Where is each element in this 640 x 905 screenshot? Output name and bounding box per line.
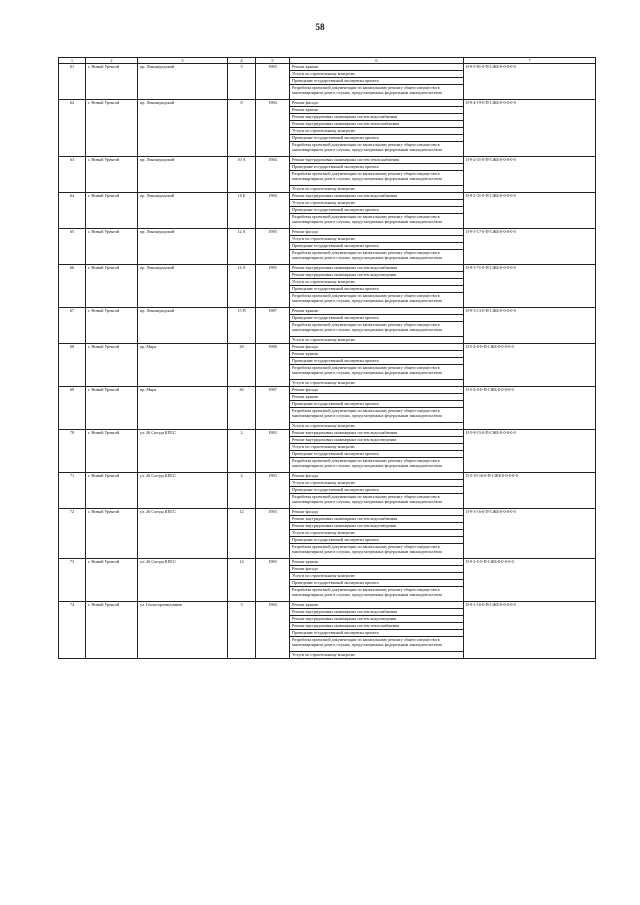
works-item-text: Проведение государственной экспертизы проекта — [290, 164, 463, 171]
city-cell: г. Новый Уренгой — [86, 229, 138, 265]
works-item-text: Проведение государственной экспертизы проекта — [290, 207, 463, 214]
works-item-text: Ремонт внутридомовых инженерных систем водоснабжения — [290, 265, 463, 272]
code-cell: II-9-2-5-0-П-СЖБ-0-0-0-0-0 — [464, 559, 596, 602]
header-cell: 6 — [290, 58, 464, 64]
works-item-text: Разработка проектной документации по капитальному ремонту общего имущества в многоквартирном доме в случаях, предусмотренных федеральным законодательством — [290, 365, 463, 380]
table-row — [59, 193, 596, 229]
works-cell — [290, 387, 464, 430]
works-item-text: Ремонт фасада — [290, 344, 463, 351]
code-cell: II-9-3-81-0-П-СЖБ-0-0-0-0-0 — [464, 64, 596, 100]
table-row — [59, 308, 596, 344]
code-cell: II-9-5-17-0-П-СЖБ-0-0-0-0-0 — [464, 229, 596, 265]
city-cell: г. Новый Уренгой — [86, 64, 138, 100]
street-cell: ул. 26 Съезда КПСС — [138, 473, 228, 509]
works-item — [290, 544, 463, 559]
building-cell: 28 — [228, 344, 256, 387]
works-item-text: Ремонт внутридомовых инженерных систем теплоснабжения — [290, 121, 463, 128]
works-item-text: Ремонт внутридомовых инженерных систем водоотведения — [290, 437, 463, 444]
city-cell: г. Новый Уренгой — [86, 265, 138, 308]
works-item-text: Ремонт фасада — [290, 387, 463, 394]
works-item — [290, 171, 463, 186]
works-cell — [290, 344, 464, 387]
works-item-text: Проведение государственной экспертизы проекта — [290, 451, 463, 458]
works-item — [290, 293, 463, 308]
works-cell — [290, 559, 464, 602]
works-item — [290, 128, 463, 135]
row-number: 66 — [59, 265, 86, 308]
works-item-text: Услуги по строительному контролю — [292, 337, 355, 343]
works-item-text: Проведение государственной экспертизы проекта — [290, 401, 463, 408]
year-cell: 1983 — [256, 559, 290, 602]
row-number: 61 — [59, 64, 86, 100]
works-item — [290, 78, 463, 85]
works-item-text: Ремонт крыши — [290, 107, 463, 114]
works-item-text: Ремонт крыши — [290, 308, 463, 315]
city-cell: г. Новый Уренгой — [86, 100, 138, 157]
works-item — [290, 408, 463, 423]
works-item-text: Ремонт фасада — [290, 100, 463, 107]
works-list — [290, 193, 463, 228]
works-cell — [290, 229, 464, 265]
code-cell: II-9-1-16-0-П-СЖБ-0-0-0-0-0 — [464, 602, 596, 659]
works-item-text: Ремонт крыши — [290, 559, 463, 566]
works-item — [290, 207, 463, 214]
works-item-text: Разработка проектной документации по капитальному ремонту общего имущества в многоквартирном доме в случаях, предусмотренных федеральным законодательством — [292, 494, 443, 505]
works-item-text: Услуги по строительному контролю — [290, 480, 463, 487]
code-cell: II-5-10-16-0-П-СЖБ-0-0-0-0-0 — [464, 473, 596, 509]
repair-program-table — [58, 57, 596, 659]
table-row — [59, 265, 596, 308]
works-item-text: Проведение государственной экспертизы проекта — [290, 135, 463, 142]
works-item — [290, 358, 463, 365]
works-item-text: Услуги по строительному контролю — [290, 279, 463, 286]
works-cell — [290, 265, 464, 308]
works-item — [290, 394, 463, 401]
works-item-text: Услуги по строительному контролю — [290, 444, 463, 451]
works-item-text: Услуги по строительному контролю — [290, 200, 463, 207]
year-cell: 1987 — [256, 308, 290, 344]
works-cell — [290, 509, 464, 559]
code-cell: II-9-2-31-0-П-СЖБ-0-0-0-0-0 — [464, 193, 596, 229]
city-cell: г. Новый Уренгой — [86, 509, 138, 559]
building-cell: 3 — [228, 602, 256, 659]
city-cell: г. Новый Уренгой — [86, 473, 138, 509]
year-cell: 1988 — [256, 344, 290, 387]
header-cell: 3 — [138, 58, 228, 64]
works-list — [290, 100, 463, 156]
works-item — [290, 380, 463, 387]
works-item — [290, 315, 463, 322]
works-item — [290, 587, 463, 602]
works-item-text: Проведение государственной экспертизы проекта — [290, 630, 463, 637]
works-item — [290, 272, 463, 279]
works-item — [290, 480, 463, 487]
works-list — [290, 64, 463, 99]
works-item — [290, 337, 463, 344]
code-cell: II-9-3-13-0-П-СЖБ-0-0-0-0-0 — [464, 308, 596, 344]
works-item — [290, 214, 463, 229]
works-item-text: Ремонт крыши — [290, 64, 463, 71]
works-item — [290, 71, 463, 78]
works-item-text: Разработка проектной документации по капитальному ремонту общего имущества в многоквартирном доме в случаях, предусмотренных федеральным законодательством — [290, 322, 463, 337]
table-row — [59, 100, 596, 157]
street-cell: пр. Ленинградский — [138, 64, 228, 100]
works-item-text: Услуги по строительному контролю — [290, 530, 463, 537]
city-cell: г. Новый Уренгой — [86, 559, 138, 602]
works-item — [290, 351, 463, 358]
street-cell: ул. Геологоразведчиков — [138, 602, 228, 659]
row-number: 70 — [59, 430, 86, 473]
code-cell: II-9-3-16-0-П-СЖБ-0-0-0-0-0 — [464, 509, 596, 559]
works-list — [290, 430, 463, 472]
works-item — [290, 451, 463, 458]
works-item-text: Ремонт фасада — [290, 566, 463, 573]
works-item-text: Разработка проектной документации по капитальному ремонту общего имущества в многоквартирном доме в случаях, предусмотренных федеральным законодательством — [292, 587, 443, 598]
code-cell: II-5-4-0-0-П-СЖБ-0-0-0-0-0 — [464, 344, 596, 387]
street-cell: ул. 26 Съезда КПСС — [138, 430, 228, 473]
works-item — [290, 121, 463, 128]
row-number: 71 — [59, 473, 86, 509]
street-cell: пр. Ленинградский — [138, 265, 228, 308]
code-cell: II-9-2-31-0-П-СЖБ-0-0-0-0-0 — [464, 157, 596, 193]
works-list — [290, 473, 463, 508]
works-item — [290, 566, 463, 573]
works-item-text: Услуги по строительному контролю — [290, 128, 463, 135]
building-cell: 4 — [228, 473, 256, 509]
works-list — [290, 229, 463, 264]
works-item-text: Услуги по строительному контролю — [290, 71, 463, 78]
works-item — [290, 609, 463, 616]
works-item — [290, 437, 463, 444]
street-cell: пр. Мира — [138, 344, 228, 387]
works-list — [290, 344, 463, 386]
row-number: 67 — [59, 308, 86, 344]
works-item — [290, 322, 463, 337]
works-item-text: Ремонт внутридомовых инженерных систем водоснабжения — [290, 114, 463, 121]
works-item-text: Ремонт фасада — [290, 509, 463, 516]
works-item-text: Ремонт внутридомовых инженерных систем водоотведения — [290, 523, 463, 530]
works-item — [290, 637, 463, 652]
works-list — [290, 559, 463, 601]
table-row — [59, 229, 596, 265]
works-cell — [290, 64, 464, 100]
works-item-text: Ремонт внутридомовых инженерных систем водоснабжения — [290, 609, 463, 616]
building-cell: 5 — [228, 64, 256, 100]
building-cell: 8 — [228, 100, 256, 157]
works-item — [290, 652, 463, 659]
works-item — [290, 580, 463, 587]
city-cell: г. Новый Уренгой — [86, 430, 138, 473]
works-item — [290, 164, 463, 171]
street-cell: пр. Мира — [138, 387, 228, 430]
works-item-text: Разработка проектной документации по капитальному ремонту общего имущества в многоквартирном доме в случаях, предусмотренных федеральным законодательством — [290, 171, 463, 186]
works-item — [290, 630, 463, 637]
works-item-text: Разработка проектной документации по капитальному ремонту общего имущества в многоквартирном доме в случаях, предусмотренных федеральным законодательством — [292, 142, 443, 153]
city-cell: г. Новый Уренгой — [86, 193, 138, 229]
year-cell: 1983 — [256, 509, 290, 559]
works-cell — [290, 602, 464, 659]
page-number: 58 — [315, 22, 325, 32]
row-number: 69 — [59, 387, 86, 430]
street-cell: пр. Ленинградский — [138, 229, 228, 265]
works-item-text: Ремонт фасада — [290, 473, 463, 480]
works-item — [290, 107, 463, 114]
year-cell: 1987 — [256, 387, 290, 430]
table-row — [59, 344, 596, 387]
works-item-text: Проведение государственной экспертизы проекта — [290, 580, 463, 587]
works-item — [290, 236, 463, 243]
table-row — [59, 602, 596, 659]
works-item-text: Проведение государственной экспертизы проекта — [290, 537, 463, 544]
works-list — [290, 265, 463, 307]
building-cell: 14 — [228, 559, 256, 602]
code-cell: II-5-4-0-0-П-СЖБ-0-0-0-0-0 — [464, 387, 596, 430]
works-list — [290, 308, 463, 343]
table-row — [59, 473, 596, 509]
header-cell: 4 — [228, 58, 256, 64]
year-cell: 1985 — [256, 265, 290, 308]
building-cell: 10 Б — [228, 193, 256, 229]
works-item-text: Проведение государственной экспертизы проекта — [290, 315, 463, 322]
building-cell: 12 — [228, 509, 256, 559]
works-item-text: Услуги по строительному контролю — [292, 186, 355, 192]
works-list — [290, 509, 463, 558]
works-item — [290, 279, 463, 286]
works-item-text: Ремонт крыши — [290, 394, 463, 401]
works-item-text: Проведение государственной экспертизы проекта — [290, 286, 463, 293]
table-row — [59, 559, 596, 602]
works-item-text: Разработка проектной документации по капитальному ремонту общего имущества в многоквартирном доме в случаях, предусмотренных федеральным законодательством — [292, 544, 443, 555]
header-cell: 7 — [464, 58, 596, 64]
works-item — [290, 458, 463, 473]
works-item — [290, 250, 463, 265]
works-item — [290, 142, 463, 157]
works-item-text: Разработка проектной документации по капитальному ремонту общего имущества в многоквартирном доме в случаях, предусмотренных федеральным законодательством — [292, 214, 443, 225]
works-item-text: Услуги по строительному контролю — [290, 573, 463, 580]
works-item-text: Ремонт внутридомовых инженерных систем теплоснабжения — [290, 623, 463, 630]
year-cell: 1984 — [256, 193, 290, 229]
works-item — [290, 530, 463, 537]
works-item — [290, 365, 463, 380]
street-cell: ул. 26 Съезда КПСС — [138, 559, 228, 602]
works-item — [290, 537, 463, 544]
works-item — [290, 523, 463, 530]
table-row — [59, 430, 596, 473]
works-item-text: Ремонт внутридомовых инженерных систем водоотведения — [290, 616, 463, 623]
table-row — [59, 157, 596, 193]
works-item-text: Разработка проектной документации по капитальному ремонту общего имущества в многоквартирном доме в случаях, предусмотренных федеральным законодательством — [292, 250, 443, 261]
works-item — [290, 573, 463, 580]
works-cell — [290, 100, 464, 157]
code-cell: II-5-8-15-0-П-СЖБ-0-0-0-0-0 — [464, 430, 596, 473]
works-item — [290, 85, 463, 100]
building-cell: 12 А — [228, 229, 256, 265]
works-item-text: Разработка проектной документации по капитальному ремонту общего имущества в многоквартирном доме в случаях, предусмотренных федеральным законодательством — [290, 408, 463, 423]
row-number: 74 — [59, 602, 86, 659]
works-item-text: Разработка проектной документации по капитальному ремонту общего имущества в многоквартирном доме в случаях, предусмотренных федеральным законодательством — [292, 458, 443, 469]
works-item — [290, 401, 463, 408]
works-item-text: Проведение государственной экспертизы проекта — [290, 243, 463, 250]
city-cell: г. Новый Уренгой — [86, 157, 138, 193]
row-number: 62 — [59, 100, 86, 157]
table-row — [59, 509, 596, 559]
works-item-text: Проведение государственной экспертизы проекта — [290, 78, 463, 85]
building-cell: 30 — [228, 387, 256, 430]
works-item — [290, 135, 463, 142]
works-list — [290, 157, 463, 192]
row-number: 73 — [59, 559, 86, 602]
header-cell: 5 — [256, 58, 290, 64]
code-cell: II-9-4-19-0-П-СЖБ-0-0-0-0-0 — [464, 100, 596, 157]
row-number: 72 — [59, 509, 86, 559]
street-cell: пр. Ленинградский — [138, 193, 228, 229]
street-cell: пр. Ленинградский — [138, 308, 228, 344]
works-item — [290, 444, 463, 451]
works-cell — [290, 473, 464, 509]
works-cell — [290, 157, 464, 193]
header-cell: 2 — [86, 58, 138, 64]
works-list — [290, 387, 463, 429]
works-item — [290, 186, 463, 193]
year-cell: 1984 — [256, 100, 290, 157]
works-item — [290, 243, 463, 250]
works-item-text: Ремонт фасада — [290, 229, 463, 236]
works-item-text: Проведение государственной экспертизы проекта — [290, 358, 463, 365]
works-item — [290, 487, 463, 494]
city-cell: г. Новый Уренгой — [86, 308, 138, 344]
street-cell: пр. Ленинградский — [138, 100, 228, 157]
works-item-text: Разработка проектной документации по капитальному ремонту общего имущества в многоквартирном доме в случаях, предусмотренных федеральным законодательством — [290, 637, 463, 652]
works-item-text: Услуги по строительному контролю — [290, 236, 463, 243]
year-cell: 1985 — [256, 229, 290, 265]
table-row — [59, 387, 596, 430]
building-cell: 10 А — [228, 157, 256, 193]
works-item-text: Ремонт внутридомовых инженерных систем водоснабжения — [290, 193, 463, 200]
works-item-text: Ремонт внутридомовых инженерных систем водоснабжения — [290, 516, 463, 523]
street-cell: ул. 26 Съезда КПСС — [138, 509, 228, 559]
header-cell: 1 — [59, 58, 86, 64]
works-item — [290, 494, 463, 509]
table-row — [59, 64, 596, 100]
works-item-text: Ремонт внутридомовых инженерных систем водоотведения — [290, 272, 463, 279]
city-cell: г. Новый Уренгой — [86, 602, 138, 659]
code-cell: II-9-3-71-0-П-СЖБ-0-0-0-0-0 — [464, 265, 596, 308]
year-cell: 1983 — [256, 430, 290, 473]
works-item-text: Ремонт крыши — [290, 602, 463, 609]
street-cell: пр. Ленинградский — [138, 157, 228, 193]
works-item-text: Проведение государственной экспертизы проекта — [290, 487, 463, 494]
row-number: 64 — [59, 193, 86, 229]
year-cell: 1984 — [256, 602, 290, 659]
year-cell: 1984 — [256, 157, 290, 193]
row-number: 63 — [59, 157, 86, 193]
works-cell — [290, 430, 464, 473]
works-item-text: Ремонт внутридомовых инженерных систем теплоснабжения — [290, 157, 463, 164]
table-body — [59, 64, 596, 659]
works-list — [290, 602, 463, 658]
works-cell — [290, 308, 464, 344]
building-cell: 15 П — [228, 308, 256, 344]
year-cell: 1983 — [256, 473, 290, 509]
row-number: 65 — [59, 229, 86, 265]
works-item-text: Услуги по строительному контролю — [292, 423, 355, 429]
works-item — [290, 423, 463, 430]
city-cell: г. Новый Уренгой — [86, 344, 138, 387]
works-item-text: Ремонт внутридомовых инженерных систем водоснабжения — [290, 430, 463, 437]
building-cell: 14 А — [228, 265, 256, 308]
works-item-text: Разработка проектной документации по капитальному ремонту общего имущества в многоквартирном доме в случаях, предусмотренных федеральным законодательством — [292, 293, 443, 304]
works-item — [290, 516, 463, 523]
building-cell: 2 — [228, 430, 256, 473]
works-item — [290, 286, 463, 293]
city-cell: г. Новый Уренгой — [86, 387, 138, 430]
works-item-text: Услуги по строительному контролю — [292, 652, 355, 658]
works-item — [290, 623, 463, 630]
works-item — [290, 616, 463, 623]
works-item-text: Услуги по строительному контролю — [292, 380, 355, 386]
year-cell: 1983 — [256, 64, 290, 100]
works-item — [290, 114, 463, 121]
works-item — [290, 200, 463, 207]
works-cell — [290, 193, 464, 229]
row-number: 68 — [59, 344, 86, 387]
works-item-text: Ремонт крыши — [290, 351, 463, 358]
works-item-text: Разработка проектной документации по капитальному ремонту общего имущества в многоквартирном доме в случаях, предусмотренных федеральным законодательством — [292, 85, 443, 96]
